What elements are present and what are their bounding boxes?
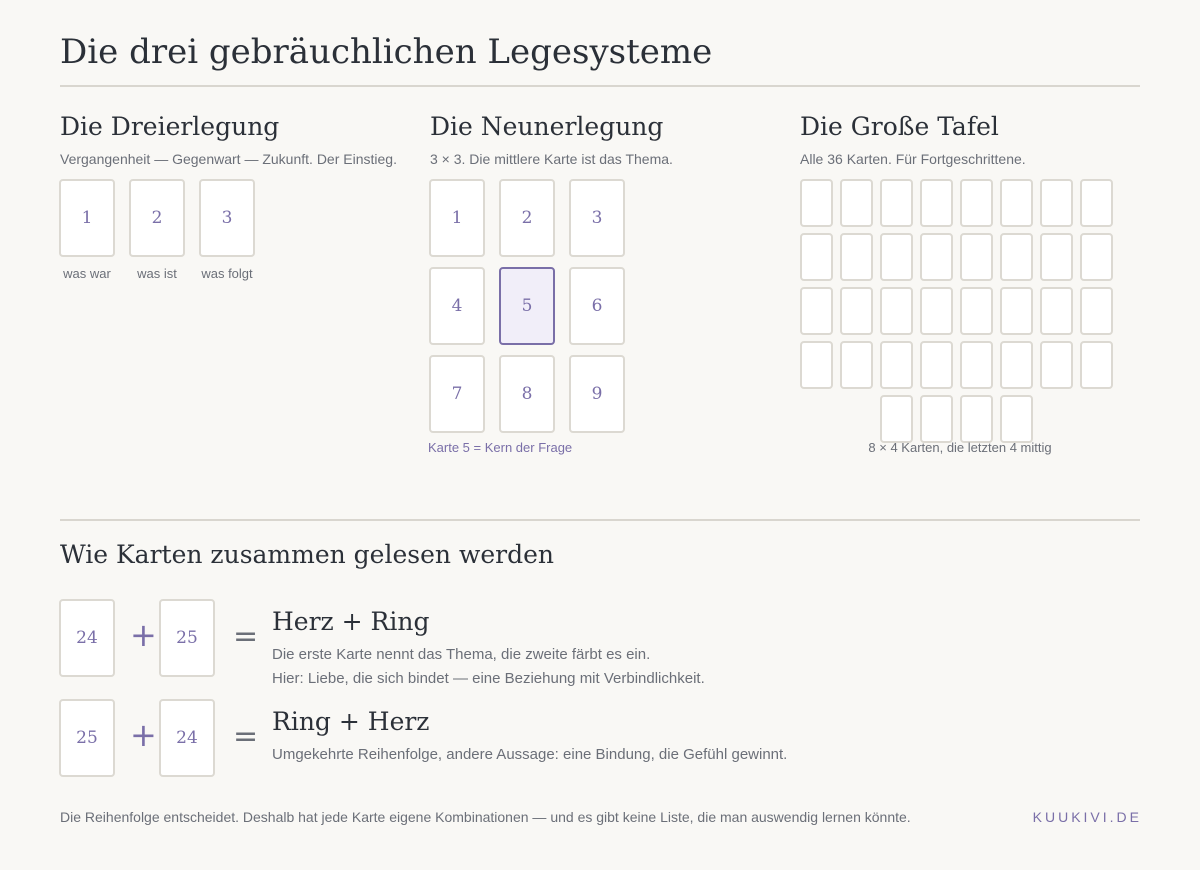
- grand-tableau-card: [920, 395, 953, 443]
- combo-heading: Ring + Herz: [272, 707, 430, 736]
- combo-heading: Herz + Ring: [272, 607, 430, 636]
- spread-grand-note: 8 × 4 Karten, die letzten 4 mittig: [868, 440, 1052, 455]
- footer-note: Die Reihenfolge entscheidet. Deshalb hat jede Karte eigene Kombinationen — und es gibt keine Liste, die man auswendig lernen könnte.: [60, 809, 911, 825]
- spread-nine-subtitle: 3 × 3. Die mittlere Karte ist das Thema.: [430, 151, 673, 167]
- grand-tableau-card: [960, 179, 993, 227]
- grand-tableau-card: [1040, 287, 1073, 335]
- grand-tableau-card: [880, 287, 913, 335]
- spread-nine-card: 2: [499, 179, 555, 257]
- divider: [60, 85, 1140, 87]
- grand-tableau-card: [880, 341, 913, 389]
- grand-tableau-card: [960, 395, 993, 443]
- spread-three-caption: was folgt: [201, 266, 253, 281]
- spread-nine-card: 1: [429, 179, 485, 257]
- spread-three-card: 2: [129, 179, 185, 257]
- grand-tableau-card: [800, 287, 833, 335]
- spread-nine-card: 4: [429, 267, 485, 345]
- spread-nine-card: 8: [499, 355, 555, 433]
- grand-tableau-card: [920, 179, 953, 227]
- spread-nine-card: 7: [429, 355, 485, 433]
- combo-card-second: 25: [159, 599, 215, 677]
- spread-nine-card: 6: [569, 267, 625, 345]
- spread-three-caption: was war: [63, 266, 111, 281]
- grand-tableau-card: [1040, 179, 1073, 227]
- spread-grand-subtitle: Alle 36 Karten. Für Fortgeschrittene.: [800, 151, 1026, 167]
- spread-nine-card: 9: [569, 355, 625, 433]
- grand-tableau-card: [1080, 233, 1113, 281]
- grand-tableau-card: [960, 287, 993, 335]
- grand-tableau-card: [1080, 341, 1113, 389]
- spread-nine-title: Die Neunerlegung: [430, 112, 664, 141]
- combo-card-second: 24: [159, 699, 215, 777]
- combo-card-first: 24: [59, 599, 115, 677]
- grand-tableau-card: [1000, 341, 1033, 389]
- spread-three-subtitle: Vergangenheit — Gegenwart — Zukunft. Der Einstieg.: [60, 151, 397, 167]
- spread-three-card: 1: [59, 179, 115, 257]
- grand-tableau-card: [1040, 233, 1073, 281]
- equals-icon: =: [233, 719, 259, 754]
- combo-text: Umgekehrte Reihenfolge, andere Aussage: eine Bindung, die Gefühl gewinnt.: [272, 746, 788, 763]
- combo-text: Hier: Liebe, die sich bindet — eine Beziehung mit Verbindlichkeit.: [272, 670, 705, 687]
- plus-icon: +: [130, 616, 157, 654]
- page-title: Die drei gebräuchlichen Legesysteme: [60, 32, 713, 72]
- grand-tableau-card: [840, 179, 873, 227]
- spread-three-title: Die Dreierlegung: [60, 112, 280, 141]
- equals-icon: =: [233, 619, 259, 654]
- spread-nine-center-card: 5: [499, 267, 555, 345]
- grand-tableau-card: [880, 233, 913, 281]
- grand-tableau-card: [920, 233, 953, 281]
- grand-tableau-card: [1080, 287, 1113, 335]
- grand-tableau-card: [840, 233, 873, 281]
- grand-tableau-card: [920, 287, 953, 335]
- grand-tableau-card: [880, 395, 913, 443]
- grand-tableau-card: [800, 179, 833, 227]
- grand-tableau-card: [920, 341, 953, 389]
- plus-icon: +: [130, 716, 157, 754]
- combinations-title: Wie Karten zusammen gelesen werden: [60, 540, 554, 569]
- divider: [60, 519, 1140, 521]
- grand-tableau-card: [840, 287, 873, 335]
- grand-tableau-card: [1000, 179, 1033, 227]
- grand-tableau-card: [1000, 287, 1033, 335]
- spread-nine-card: 3: [569, 179, 625, 257]
- grand-tableau-card: [800, 233, 833, 281]
- grand-tableau-card: [1000, 395, 1033, 443]
- grand-tableau-card: [960, 233, 993, 281]
- grand-tableau-card: [1000, 233, 1033, 281]
- grand-tableau-card: [800, 341, 833, 389]
- spread-three-card: 3: [199, 179, 255, 257]
- grand-tableau-card: [840, 341, 873, 389]
- grand-tableau-card: [1040, 341, 1073, 389]
- grand-tableau-card: [880, 179, 913, 227]
- grand-tableau-card: [1080, 179, 1113, 227]
- combo-card-first: 25: [59, 699, 115, 777]
- spread-grand-title: Die Große Tafel: [800, 112, 999, 141]
- spread-three-caption: was ist: [137, 266, 177, 281]
- grand-tableau-card: [960, 341, 993, 389]
- brand-link[interactable]: KUUKIVI.DE: [1032, 809, 1142, 825]
- combo-text: Die erste Karte nennt das Thema, die zweite färbt es ein.: [272, 646, 651, 663]
- spread-nine-note: Karte 5 = Kern der Frage: [428, 440, 573, 455]
